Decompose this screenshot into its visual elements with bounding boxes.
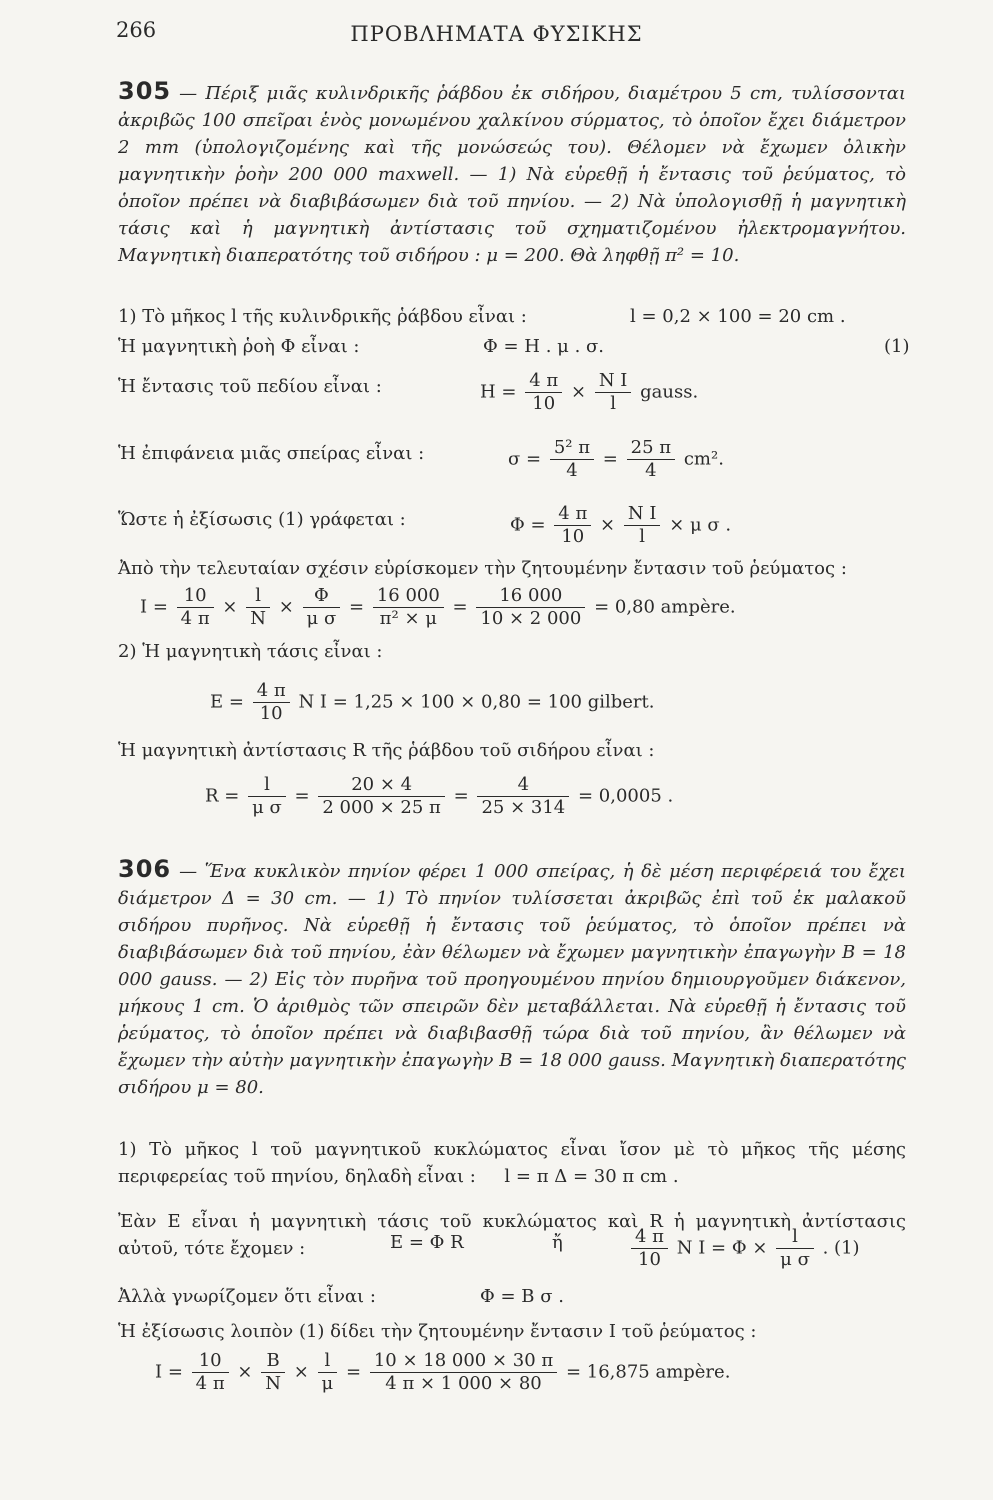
operator: × — [571, 381, 587, 403]
from-line: Ἀπὸ τὴν τελευταίαν σχέσιν εὑρίσκομεν τὴν ζητουμένην ἔντασιν τοῦ ῥεύματος : — [118, 558, 847, 579]
numerator: 4 π — [554, 503, 591, 526]
running-title: ΠΡΟΒΛΗΜΑΤΑ ΦΥΣΙΚΗΣ — [350, 22, 643, 46]
but-line — [118, 1283, 918, 1311]
fraction — [177, 585, 214, 630]
fraction — [776, 1226, 814, 1271]
lhs: R = — [205, 785, 240, 807]
current-equation-305 — [140, 585, 736, 630]
rest: N I = 1,25 × 100 × 0,80 = 100 gilbert. — [298, 691, 655, 713]
denominator: μ σ — [306, 608, 337, 629]
denominator: μ σ — [780, 1249, 810, 1270]
unit: cm². — [683, 448, 724, 470]
operator: × — [222, 596, 238, 618]
fraction — [525, 370, 562, 415]
denominator: 10 — [561, 526, 585, 547]
resistance-equation — [205, 774, 673, 819]
fraction — [318, 774, 445, 819]
lhs: Φ = — [510, 514, 546, 536]
area-label: Ἡ ἐπιφάνεια μιᾶς σπείρας εἶναι : — [118, 443, 425, 464]
denominator: 10 — [259, 703, 283, 724]
field-equation — [480, 370, 698, 415]
result: = 0,80 ampère. — [594, 596, 736, 618]
denominator: 4 π — [195, 1373, 225, 1394]
equation: E = Φ R — [390, 1232, 464, 1253]
operator: = — [602, 448, 618, 470]
numerator: 10 — [177, 585, 214, 608]
equation-number: (1) — [884, 336, 910, 357]
text: 1) Τὸ μῆκος l τῆς κυλινδρικῆς ῥάβδου εἶναι : — [118, 306, 527, 327]
operator: × — [293, 1361, 309, 1383]
fraction — [373, 585, 444, 630]
numerator: l — [776, 1226, 814, 1249]
equation: Φ = B σ . — [480, 1286, 564, 1307]
field-label: Ἡ ἔντασις τοῦ πεδίου εἶναι : — [118, 376, 382, 397]
numerator: l — [246, 585, 270, 608]
rod-length-line — [118, 303, 918, 331]
equation: l = 0,2 × 100 = 20 cm . — [630, 306, 846, 327]
denominator: 10 — [532, 393, 556, 414]
fraction — [192, 1350, 229, 1395]
operator: × — [278, 596, 294, 618]
resistance-label: Ἡ μαγνητικὴ ἀντίστασις R τῆς ῥάβδου τοῦ σιδήρου εἶναι : — [118, 740, 655, 761]
operator: = — [452, 596, 468, 618]
text: Ἡ μαγνητικὴ ῥοὴ Φ εἶναι : — [118, 336, 360, 357]
fraction — [370, 1350, 557, 1395]
denominator: 4 — [566, 460, 578, 481]
problem-306-statement — [118, 856, 906, 1101]
numerator: 4 — [477, 774, 569, 797]
fraction — [248, 774, 286, 819]
fraction — [627, 437, 675, 482]
fraction — [303, 585, 341, 630]
lhs: H = — [480, 381, 517, 403]
page-number: 266 — [116, 18, 157, 42]
circuit-length-line — [118, 1136, 906, 1190]
numerator: N I — [595, 370, 632, 393]
numerator: 16 000 — [476, 585, 585, 608]
tension-equation — [210, 680, 654, 725]
problem-number: 305 — [118, 77, 172, 105]
lhs: E = — [210, 691, 244, 713]
fraction — [554, 503, 591, 548]
equation: Φ = H . μ . σ. — [483, 336, 605, 357]
numerator: 4 π — [631, 1226, 668, 1249]
denominator: μ σ — [252, 797, 282, 818]
current-equation-306 — [155, 1350, 730, 1395]
denominator: μ — [321, 1373, 334, 1394]
problem-305-statement — [118, 78, 906, 269]
fraction — [476, 585, 585, 630]
thus-line: Ἡ ἐξίσωσις λοιπὸν (1) δίδει τὴν ζητουμένην ἔντασιν I τοῦ ῥεύματος : — [118, 1321, 757, 1342]
fraction — [246, 585, 270, 630]
tension-relation — [390, 1232, 464, 1253]
flux-line — [118, 333, 918, 361]
numerator: 4 π — [253, 680, 290, 703]
middle: N I = Φ × — [676, 1237, 768, 1259]
denominator: π² × μ — [379, 608, 437, 629]
fraction — [261, 1350, 285, 1395]
numerator: l — [318, 1350, 338, 1373]
numerator: 4 π — [525, 370, 562, 393]
fraction — [318, 1350, 338, 1395]
operator: = — [453, 785, 469, 807]
denominator: l — [639, 526, 646, 547]
equation-label: Ὥστε ἡ ἐξίσωσις (1) γράφεται : — [118, 509, 406, 530]
result: = 16,875 ampère. — [565, 1361, 731, 1383]
denominator: l — [610, 393, 616, 414]
tension-label: 2) Ἡ μαγνητικὴ τάσις εἶναι : — [118, 641, 383, 662]
denominator: 10 — [638, 1249, 661, 1270]
numerator: l — [248, 774, 286, 797]
equation-number: . (1) — [822, 1237, 860, 1259]
denominator: 4 π × 1 000 × 80 — [385, 1373, 542, 1394]
operator: = — [345, 1361, 362, 1383]
numerator: 10 — [192, 1350, 229, 1373]
fraction — [624, 503, 661, 548]
fraction — [631, 1226, 668, 1271]
lhs: I = — [140, 596, 168, 618]
lhs: σ = — [508, 448, 542, 470]
operator: = — [349, 596, 365, 618]
equation: l = π Δ = 30 π cm . — [504, 1166, 679, 1187]
denominator: N — [250, 608, 266, 629]
operator: × — [600, 514, 616, 536]
denominator: 10 × 2 000 — [480, 608, 582, 629]
area-equation — [508, 437, 724, 482]
result: = 0,0005 . — [577, 785, 674, 807]
denominator: 25 × 314 — [481, 797, 566, 818]
relation-equation — [628, 1226, 860, 1271]
numerator: 10 × 18 000 × 30 π — [370, 1350, 557, 1373]
numerator: 20 × 4 — [318, 774, 445, 797]
problem-text: — Πέριξ μιᾶς κυλινδρικῆς ῥάβδου ἐκ σιδήρου, διαμέτρου 5 cm, τυλίσσονται ἀκριβῶς 100 σπεῖραι ἑνὸς μονωμένου χαλκίνου σύρματος, τὸ ὁποῖον ἔχει διάμετρον 2 mm (ὑπολογιζομένης καὶ τῆς μονώσεώς του). Θέλομεν νὰ ἔχωμεν ὁλικὴν μαγνητικὴν ῥοὴν 200 000 maxwell. — 1) Νὰ εὑρεθῇ ἡ ἔντασις τοῦ ῥεύματος, τὸ ὁποῖον πρέπει νὰ διαβιβάσωμεν διὰ τοῦ πηνίου. — 2) Νὰ ὑπολογισθῇ ἡ μαγνητικὴ τάσις καὶ ἡ μαγνητικὴ ἀντίστασις τοῦ σχηματιζομένου ἠλεκτρομαγνήτου. Μαγνητικὴ διαπερατότης τοῦ σιδήρου : μ = 200. Θὰ ληφθῇ π² = 10. — [118, 83, 906, 266]
numerator: N I — [624, 503, 661, 526]
if-line: Ἐὰν E εἶναι ἡ μαγνητικὴ τάσις τοῦ κυκλώματος καὶ R ἡ μαγνητικὴ ἀντίστασις αὐτοῦ, τότε ἔχομεν : — [118, 1211, 906, 1259]
denominator: N — [265, 1373, 281, 1394]
fraction — [550, 437, 594, 482]
numerator: Φ — [303, 585, 341, 608]
or-word: ἤ — [552, 1232, 563, 1253]
problem-text: — Ἕνα κυκλικὸν πηνίον φέρει 1 000 σπείρας, ἡ δὲ μέση περιφέρειά του ἔχει διάμετρον Δ = 30 cm. — 1) Τὸ πηνίον τυλίσσεται ἀκριβῶς ἐπὶ τοῦ ἐκ μαλακοῦ σιδήρου πυρῆνος. Νὰ εὑρεθῇ ἡ ἔντασις τοῦ ῥεύματος, τὸ ὁποῖον πρέπει νὰ διαβιβάσωμεν διὰ τοῦ πηνίου, ἐὰν θέλωμεν νὰ ἔχωμεν μαγνητικὴν ἐπαγωγὴν B = 18 000 gauss. — 2) Εἰς τὸν πυρῆνα τοῦ προηγουμένου πηνίου δημιουργοῦμεν διάκενον, μήκους 1 cm. Ὁ ἀριθμὸς τῶν σπειρῶν δὲν μεταβάλλεται. Νὰ εὑρεθῇ ἡ ἔντασις τοῦ ῥεύματος, τὸ ὁποῖον πρέπει νὰ διαβιβασθῇ τώρα διὰ τοῦ πηνίου, ἂν θέλωμεν νὰ ἔχωμεν τὴν αὐτὴν μαγνητικὴν ἐπαγωγὴν B = 18 000 gauss. Μαγνητικὴ διαπερατότης σιδήρου μ = 80. — [118, 861, 906, 1098]
text: 1) Τὸ μῆκος l τοῦ μαγνητικοῦ κυκλώματος εἶναι ἴσον μὲ τὸ μῆκος τῆς μέσης περιφερείας τοῦ πηνίου, δηλαδὴ εἶναι : — [118, 1139, 906, 1187]
text: Ἀλλὰ γνωρίζομεν ὅτι εἶναι : — [118, 1286, 376, 1307]
unit: gauss. — [640, 381, 699, 403]
fraction — [477, 774, 569, 819]
fraction — [253, 680, 290, 725]
numerator: 16 000 — [373, 585, 444, 608]
tail: × μ σ . — [669, 514, 732, 536]
denominator: 2 000 × 25 π — [322, 797, 441, 818]
denominator: 4 — [645, 460, 657, 481]
numerator: 5² π — [550, 437, 594, 460]
lhs: I = — [155, 1361, 183, 1383]
flux-equation-expanded — [510, 503, 731, 548]
fraction — [595, 370, 632, 415]
denominator: 4 π — [180, 608, 210, 629]
problem-number: 306 — [118, 855, 172, 883]
numerator: 25 π — [627, 437, 675, 460]
operator: × — [237, 1361, 253, 1383]
numerator: B — [261, 1350, 285, 1373]
operator: = — [294, 785, 310, 807]
